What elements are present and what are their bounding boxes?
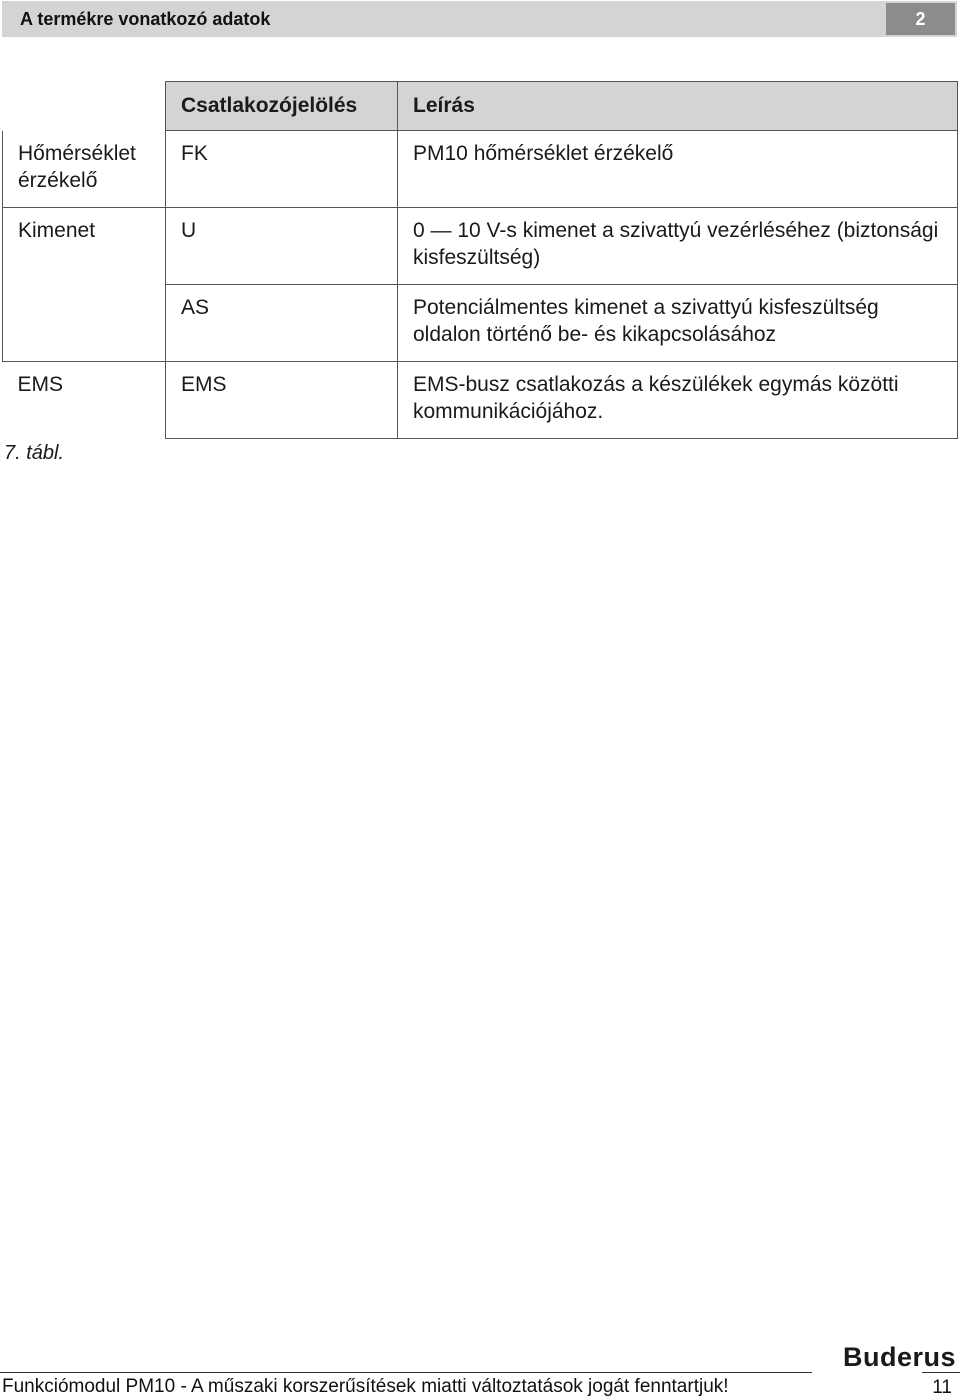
table-header-blank: [3, 82, 166, 131]
page-number: 11: [932, 1377, 952, 1398]
table-row: [3, 208, 958, 285]
footer-divider-right: [922, 1372, 960, 1373]
footer-divider: [0, 1372, 812, 1373]
row-connector: EMS: [166, 362, 398, 439]
row-connector: U: [166, 208, 398, 285]
row-description: PM10 hőmérséklet érzékelő: [398, 131, 958, 208]
connector-table: [2, 81, 958, 439]
row-label: EMS: [17, 373, 64, 396]
row-connector: FK: [166, 131, 398, 208]
row-description: 0 — 10 V-s kimenet a szivattyú vezérléséhez (biztonsági kisfeszültség): [398, 208, 958, 285]
section-header-bar: [2, 1, 957, 37]
table-row: [3, 285, 958, 362]
row-description: Potenciálmentes kimenet a szivattyú kisfeszültség oldalon történő be- és kikapcsolásához: [398, 285, 958, 362]
footer-text: Funkciómodul PM10 - A műszaki korszerűsítések miatti változtatások jogát fenntartjuk!: [2, 1376, 729, 1397]
table-row: [3, 362, 958, 439]
section-title: A termékre vonatkozó adatok: [20, 9, 271, 29]
table-header-connector: Csatlakozójelölés: [166, 82, 398, 131]
chapter-number-badge: 2: [886, 3, 955, 35]
buderus-logo: Buderus: [842, 1342, 956, 1372]
table-header-row: [3, 82, 958, 131]
row-description: EMS-busz csatlakozás a készülékek egymás közötti kommunikációjához.: [398, 362, 958, 439]
row-label: Kimenet: [3, 208, 166, 285]
table-row: [3, 131, 958, 208]
table-caption: 7. tábl.: [4, 442, 65, 464]
row-label: Hőmérséklet érzékelő: [3, 131, 166, 208]
row-label: [3, 285, 166, 362]
table-header-description: Leírás: [398, 82, 958, 131]
row-connector: AS: [166, 285, 398, 362]
